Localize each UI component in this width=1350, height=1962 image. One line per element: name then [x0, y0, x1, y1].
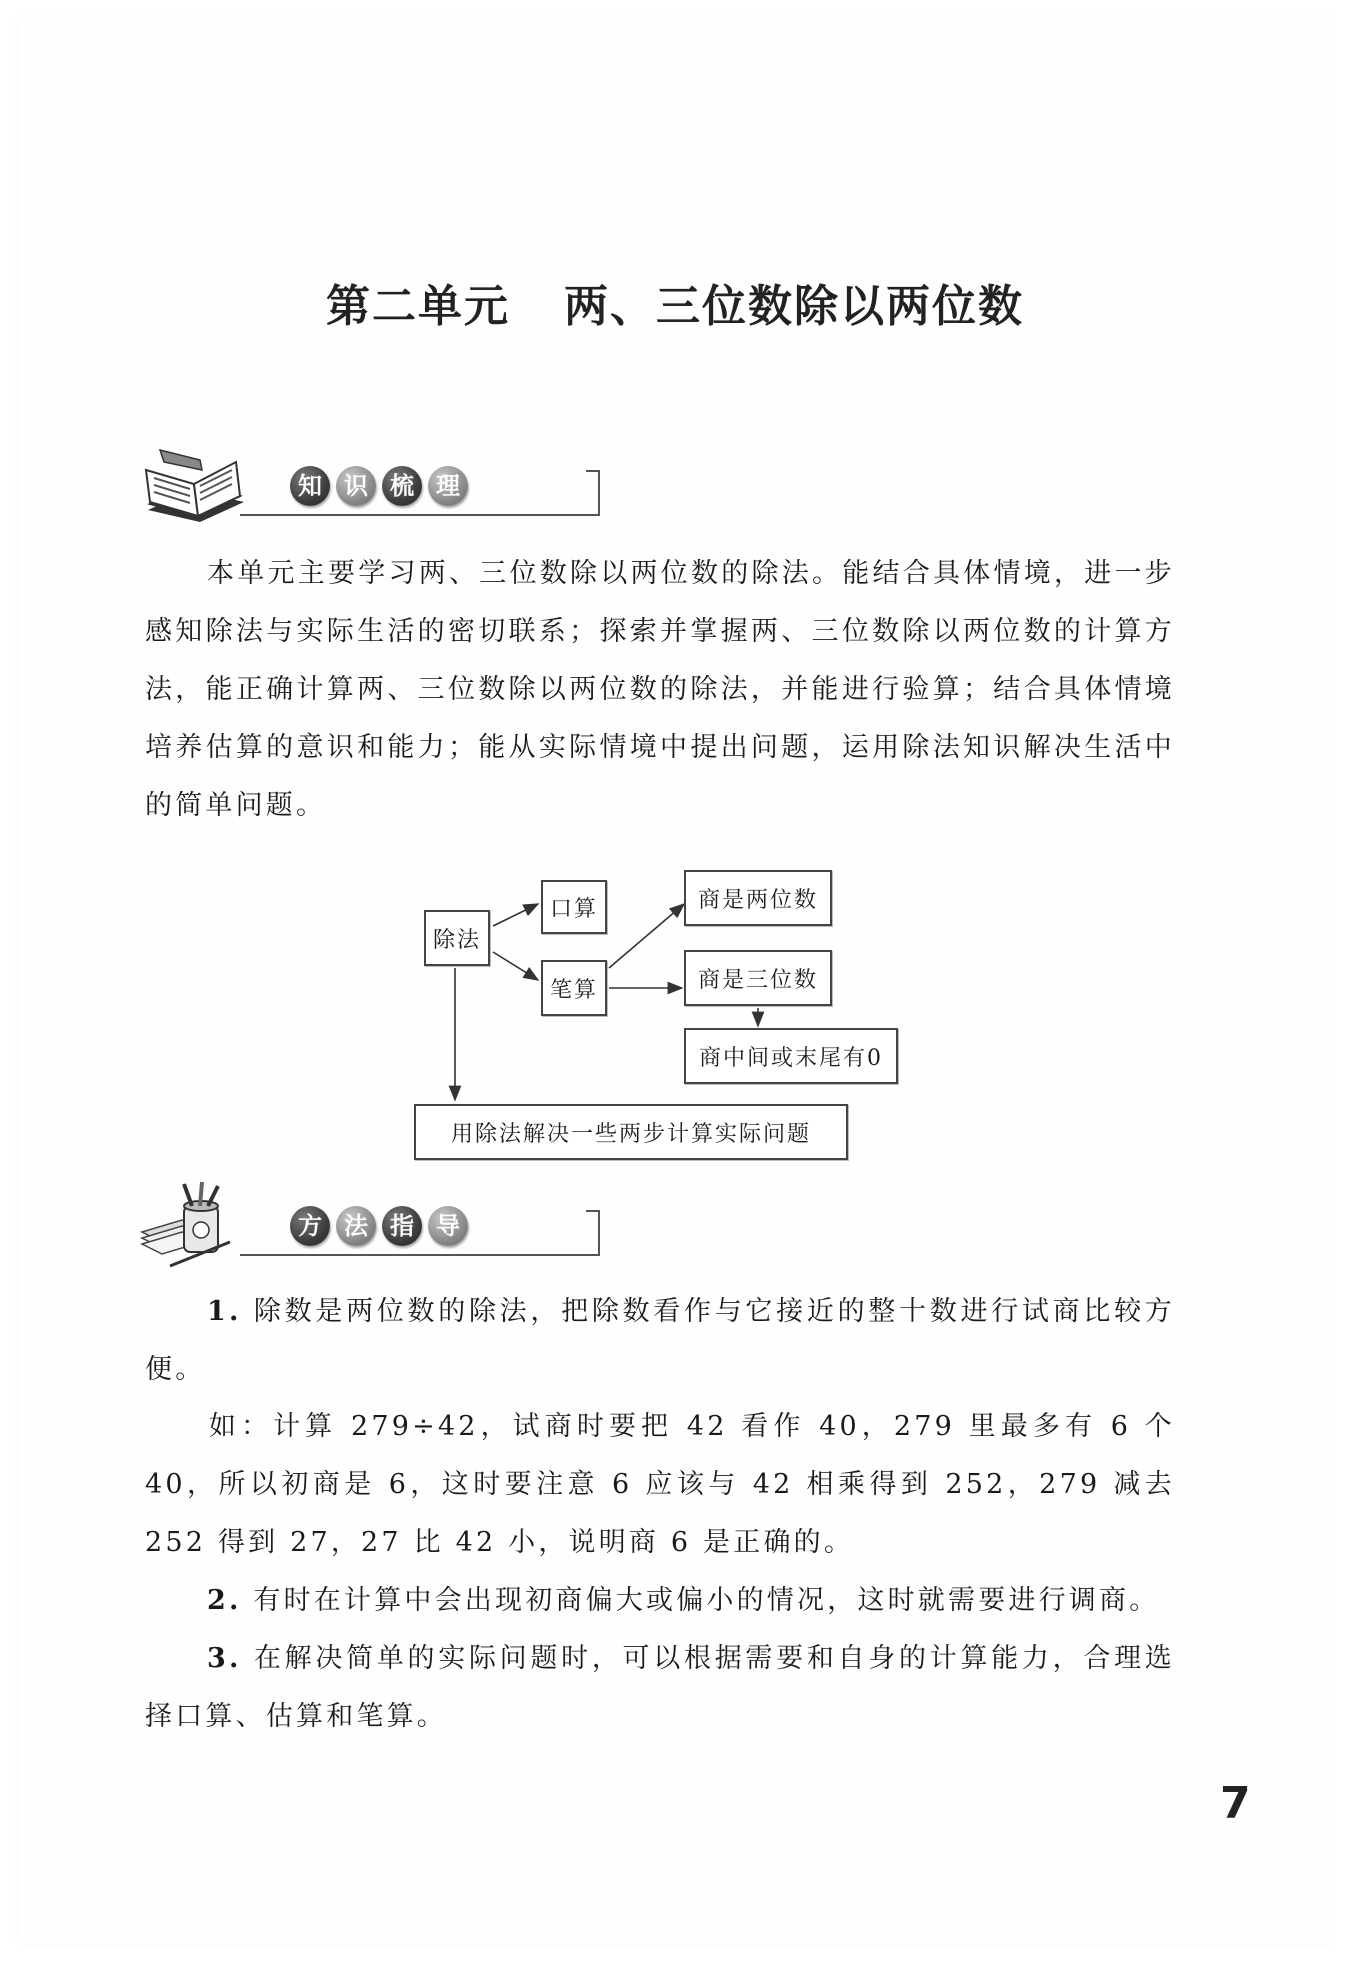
method-badges: [290, 1206, 468, 1246]
knowledge-text: 本单元主要学习两、三位数除以两位数的除法。能结合具体情境，进一步感知除法与实际生活的密切联系；探索并掌握两、三位数除以两位数的计算方法，能正确计算两、三位数除以两位数的除法，并能进行验算；结合具体情境培养估算的意识和能力；能从实际情境中提出问题，运用除法知识解决生活中的简单问题。: [145, 558, 1175, 821]
method-item-1: [145, 1283, 1175, 1399]
division-concept-diagram: [400, 860, 920, 1180]
item-number: 3.: [207, 1643, 242, 1674]
division-box: 除法: [424, 910, 490, 966]
header-bracket: [586, 1210, 600, 1256]
unit-label: 第二单元: [326, 281, 510, 332]
item-text: 有时在计算中会出现初商偏大或偏小的情况，这时就需要进行调商。: [253, 1585, 1160, 1616]
item-number: 1.: [207, 1296, 242, 1327]
unit-topic: 两、三位数除以两位数: [564, 281, 1024, 332]
badge: 法: [336, 1206, 376, 1246]
knowledge-paragraph: [145, 545, 1175, 835]
three-digit-quotient-box: 商是三位数: [684, 950, 832, 1006]
method-item-3: [145, 1630, 1175, 1746]
badge: 梳: [382, 466, 422, 506]
zero-in-quotient-box: 商中间或末尾有0: [684, 1028, 898, 1084]
two-digit-quotient-box: 商是两位数: [684, 870, 832, 926]
pencil-cup-icon: [140, 1180, 250, 1270]
page-title: [0, 270, 1350, 334]
header-underline: [240, 1254, 598, 1256]
header-bracket: [586, 470, 600, 516]
badge: 方: [290, 1206, 330, 1246]
method-example: [145, 1398, 1175, 1572]
page-number: 7: [1220, 1778, 1251, 1829]
example-text: 如：计算 279÷42，试商时要把 42 看作 40，279 里最多有 6 个 40，所以初商是 6，这时要注意 6 应该与 42 相乘得到 252，279 减去 252 得到 27，27 比 42 小，说明商 6 是正确的。: [145, 1411, 1175, 1558]
badge: 理: [428, 466, 468, 506]
oral-calculation-box: 口算: [541, 880, 607, 934]
application-box: 用除法解决一些两步计算实际问题: [414, 1104, 848, 1160]
badge: 知: [290, 466, 330, 506]
item-text: 在解决简单的实际问题时，可以根据需要和自身的计算能力，合理选择口算、估算和笔算。: [145, 1643, 1175, 1732]
item-text: 除数是两位数的除法，把除数看作与它接近的整十数进行试商比较方便。: [145, 1296, 1175, 1385]
written-calculation-box: 笔算: [541, 960, 607, 1016]
knowledge-badges: [290, 466, 468, 506]
item-number: 2.: [207, 1585, 242, 1616]
badge: 识: [336, 466, 376, 506]
header-underline: [240, 514, 598, 516]
badge: 导: [428, 1206, 468, 1246]
method-item-2: [145, 1572, 1175, 1630]
method-section-header: [140, 1180, 610, 1270]
knowledge-section-header: [140, 440, 610, 530]
badge: 指: [382, 1206, 422, 1246]
open-book-icon: [140, 440, 250, 530]
